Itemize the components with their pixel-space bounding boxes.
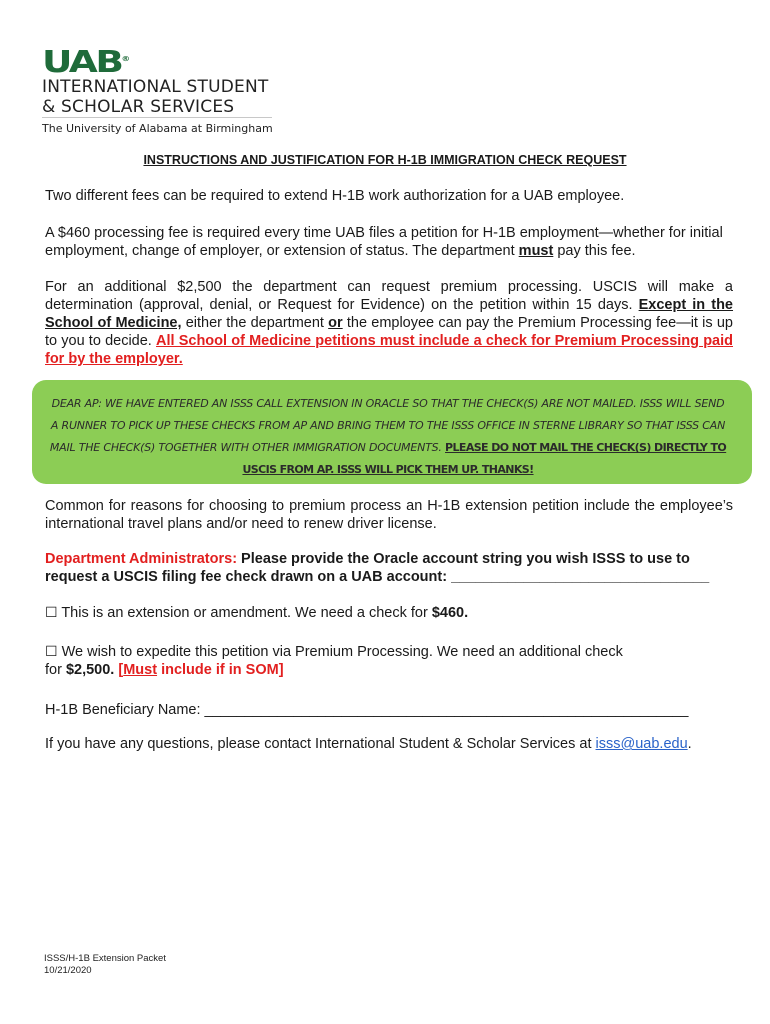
must-emphasis: must xyxy=(518,243,554,259)
premium-text: For an additional $2,500 the department can request premium processing. USCIS will make a determination (approval, denial, or Request for Evidence) on the petition within 15 days. xyxy=(45,279,733,313)
logo-trademark: ® xyxy=(121,55,131,63)
contact-end: . xyxy=(687,736,692,752)
ap-notice-emphasis: PLEASE DO NOT MAIL THE CHECK(S) DIRECTLY TO USCIS FROM AP. ISSS WILL PICK THEM UP. THANKS! xyxy=(242,441,727,476)
extension-check-label: This is an extension or amendment. We need a check for xyxy=(57,605,432,621)
premium-text-2: either the department xyxy=(181,315,329,331)
processing-fee-paragraph xyxy=(45,224,733,260)
org-name-line2: & SCHOLAR SERVICES xyxy=(42,97,235,117)
contact-text: If you have any questions, please contact International Student & Scholar Services at xyxy=(45,736,596,752)
logo-divider xyxy=(42,117,272,118)
isss-email-link[interactable]: isss@uab.edu xyxy=(595,736,688,752)
admin-text: Please provide the Oracle account string you wish ISSS to use to request a USCIS filing fee check drawn on a UAB account: ________________________________ xyxy=(45,551,710,585)
processing-fee-text-end: pay this fee. xyxy=(553,243,636,259)
university-name: The University of Alabama at Birmingham xyxy=(42,122,273,135)
org-name-line1: INTERNATIONAL STUDENT xyxy=(42,77,269,97)
logo-mark-text: UAB xyxy=(42,45,122,80)
admin-instructions xyxy=(45,550,733,586)
extension-amount: $460. xyxy=(431,605,469,621)
admin-label: Department Administrators: xyxy=(45,551,238,567)
premium-processing-paragraph xyxy=(45,278,733,368)
som-must: Must xyxy=(123,662,158,678)
footer-form-name: ISSS/H-1B Extension Packet xyxy=(44,953,166,964)
ap-notice-text xyxy=(48,393,728,481)
except-som-emphasis: Except in the School of Medicine, xyxy=(45,297,734,331)
premium-check-option xyxy=(45,643,733,679)
extension-checkbox[interactable]: ☐ xyxy=(45,605,58,621)
premium-check-for: for xyxy=(45,662,66,678)
reasons-paragraph: Common for reasons for choosing to premium process an H-1B extension petition include the employee’s international travel plans and/or need to renew driver license. xyxy=(45,498,733,532)
processing-fee-text: A $460 processing fee is required every time UAB files a petition for H-1B employment—whether for initial employment, change of employer, or extension of status. The department xyxy=(45,225,723,259)
som-requirement-warning: All School of Medicine petitions must include a check for Premium Processing paid for by the employer. xyxy=(45,333,733,367)
beneficiary-name-field[interactable]: H-1B Beneficiary Name: ____________________________________________________________ xyxy=(45,702,689,718)
page-title: INSTRUCTIONS AND JUSTIFICATION FOR H-1B IMMIGRATION CHECK REQUEST xyxy=(143,153,627,167)
premium-amount: $2,500. xyxy=(65,662,115,678)
org-name xyxy=(42,77,268,117)
ap-notice-body: DEAR AP: WE HAVE ENTERED AN ISSS CALL EXTENSION IN ORACLE SO THAT THE CHECK(S) ARE NOT MAILED. ISSS WILL SEND A RUNNER TO PICK UP THESE CHECKS FROM AP AND BRING THEM TO THE ISSS OFFICE IN STERNE LIBRARY SO THAT ISSS CAN MAIL THE CHECK(S) TOGETHER WITH OTHER IMMIGRATION DOCUMENTS. xyxy=(49,397,726,454)
som-bracket-open: [ xyxy=(114,662,124,678)
page-footer xyxy=(44,953,166,977)
footer-date: 10/21/2020 xyxy=(44,965,92,976)
intro-paragraph: Two different fees can be required to extend H-1B work authorization for a UAB employee. xyxy=(45,188,625,204)
contact-line xyxy=(45,735,733,753)
premium-text-3: the employee can pay the Premium Processing fee—it is up to you to decide. xyxy=(45,315,733,349)
extension-check-option xyxy=(45,604,733,622)
uab-logo xyxy=(42,44,131,80)
premium-check-label: We wish to expedite this petition via Premium Processing. We need an additional check xyxy=(57,644,623,660)
or-emphasis: or xyxy=(328,315,343,331)
som-note: include if in SOM] xyxy=(157,662,284,678)
premium-checkbox[interactable]: ☐ xyxy=(45,644,58,660)
logo-mark xyxy=(42,44,130,78)
